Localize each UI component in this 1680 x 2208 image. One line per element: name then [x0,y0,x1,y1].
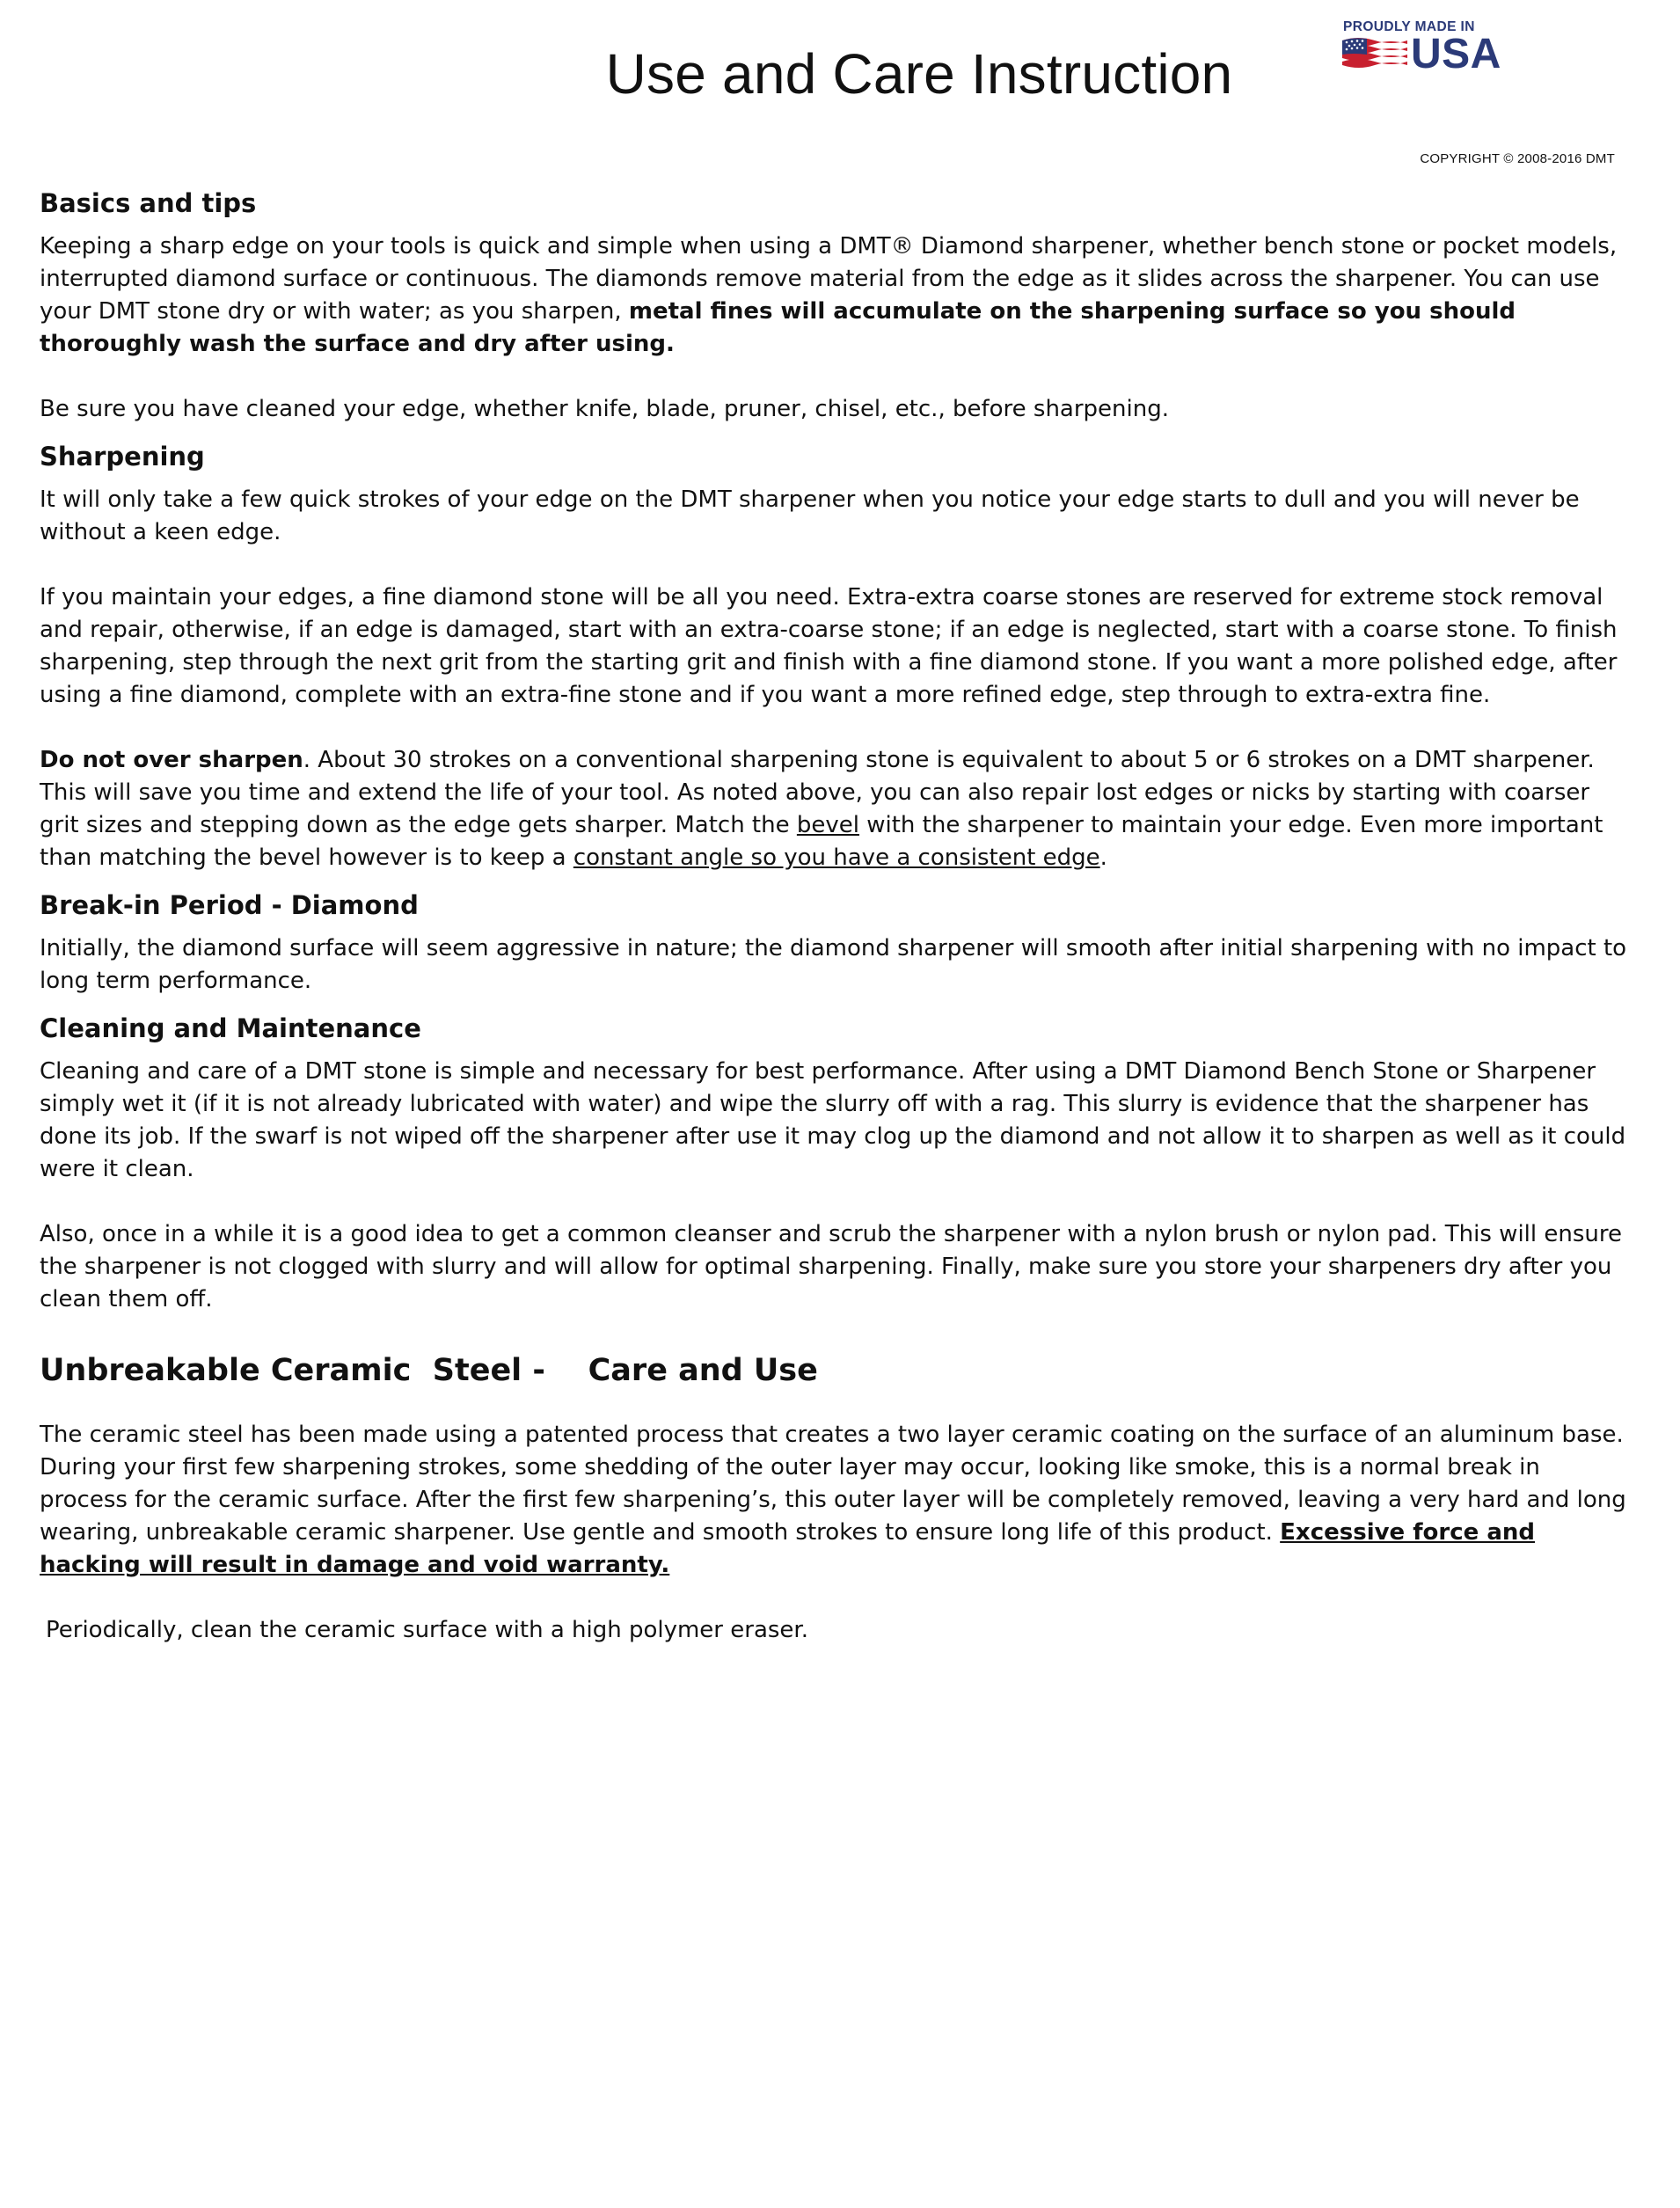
logo-proudly-text: PROUDLY MADE IN [1343,19,1475,34]
bevel-link[interactable]: bevel [796,812,859,838]
sharpening-paragraph-1: It will only take a few quick strokes of your edge on the DMT sharpener when you notice your edge starts to dull and you will never be without a keen edge. [40,486,1580,545]
wash-warning: metal fines will accumulate on the sharpening surface so you should thoroughly wash the surface and dry after using. [40,298,1516,357]
warranty-warning: Excessive force and hacking will result in damage and void warranty. [40,1519,1536,1578]
ceramic-paragraph-1: The ceramic steel has been made using a patented process that creates a two layer ceramic coating on the surface of an aluminum base. During your first few sharpening strokes, some shedding of the outer layer may occur, looking like smoke, this is a normal break in process for the ceramic surface. After the first few sharpening’s, this outer layer will be completely removed, leaving a very hard and long wearing, unbreakable ceramic sharpener. Use gentle and smooth strokes to ensure long life of this product. Excessive force and hacking will result in damage and void warranty. [40,1422,1626,1578]
heading-break-in: Break-in Period - Diamond [40,890,419,920]
break-in-paragraph: Initially, the diamond surface will seem aggressive in nature; the diamond sharpener will smooth after initial sharpening with no impact to long term performance. [40,935,1627,994]
basics-paragraph-1: Keeping a sharp edge on your tools is quick and simple when using a DMT® Diamond sharpener, whether bench stone or pocket models, interrupted diamond surface or continuous. The diamonds remove material from the edge as it slides across the sharpener. You can use your DMT stone dry or with water; as you sharpen, metal fines will accumulate on the sharpening surface so you should thoroughly wash the surface and dry after using. [40,233,1618,357]
ceramic-paragraph-2: Periodically, clean the ceramic surface with a high polymer eraser. [46,1617,808,1643]
logo-usa-text: USA [1411,31,1501,77]
heading-sharpening: Sharpening [40,442,205,472]
instructions-body [40,185,1632,1679]
cleaning-paragraph-2: Also, once in a while it is a good idea to get a common cleanser and scrub the sharpener with a nylon brush or nylon pad. This will ensure the sharpener is not clogged with slurry and will allow for optimal sharpening. Finally, make sure you store your sharpeners dry after you clean them off. [40,1221,1622,1312]
heading-basics: Basics and tips [40,188,257,218]
sharpening-paragraph-2: If you maintain your edges, a fine diamond stone will be all you need. Extra-extra coarse stones are reserved for extreme stock removal and repair, otherwise, if an edge is damaged, start with an extra-coarse stone; if an edge is neglected, start with a coarse stone. To finish sharpening, step through the next grit from the starting grit and finish with a fine diamond stone. If you want a more polished edge, after using a fine diamond, complete with an extra-fine stone and if you want a more refined edge, step through to extra-extra fine. [40,584,1618,708]
us-flag-icon [1340,35,1409,74]
constant-angle-link[interactable]: constant angle so you have a consistent edge [573,844,1100,871]
sharpening-paragraph-3: Do not over sharpen. About 30 strokes on a conventional sharpening stone is equivalent to about 5 or 6 strokes on a DMT sharpener. This will save you time and extend the life of your tool. As noted above, you can also repair lost edges or nicks by starting with coarser grit sizes and stepping down as the edge gets sharper. Match the bevel with the sharpener to maintain your edge. Even more important than matching the bevel however is to keep a constant angle so you have a consistent edge. [40,747,1603,871]
cleaning-paragraph-1: Cleaning and care of a DMT stone is simple and necessary for best performance. After using a DMT Diamond Bench Stone or Sharpener simply wet it (if it is not already lubricated with water) and wipe the slurry off with a rag. This slurry is evidence that the sharpener has done its job. If the swarf is not wiped off the sharpener after use it may clog up the diamond and not allow it to sharpen as well as it could were it clean. [40,1058,1626,1182]
page-title: Use and Care Instruction [605,42,1233,106]
copyright-notice: COPYRIGHT © 2008-2016 DMT [1420,151,1615,166]
heading-cleaning: Cleaning and Maintenance [40,1013,421,1043]
do-not-over-sharpen: Do not over sharpen [40,747,303,773]
made-in-usa-logo [1340,19,1501,77]
heading-ceramic: Unbreakable Ceramic Steel - Care and Use [40,1353,818,1388]
basics-paragraph-2: Be sure you have cleaned your edge, whether knife, blade, pruner, chisel, etc., before sharpening. [40,396,1170,422]
